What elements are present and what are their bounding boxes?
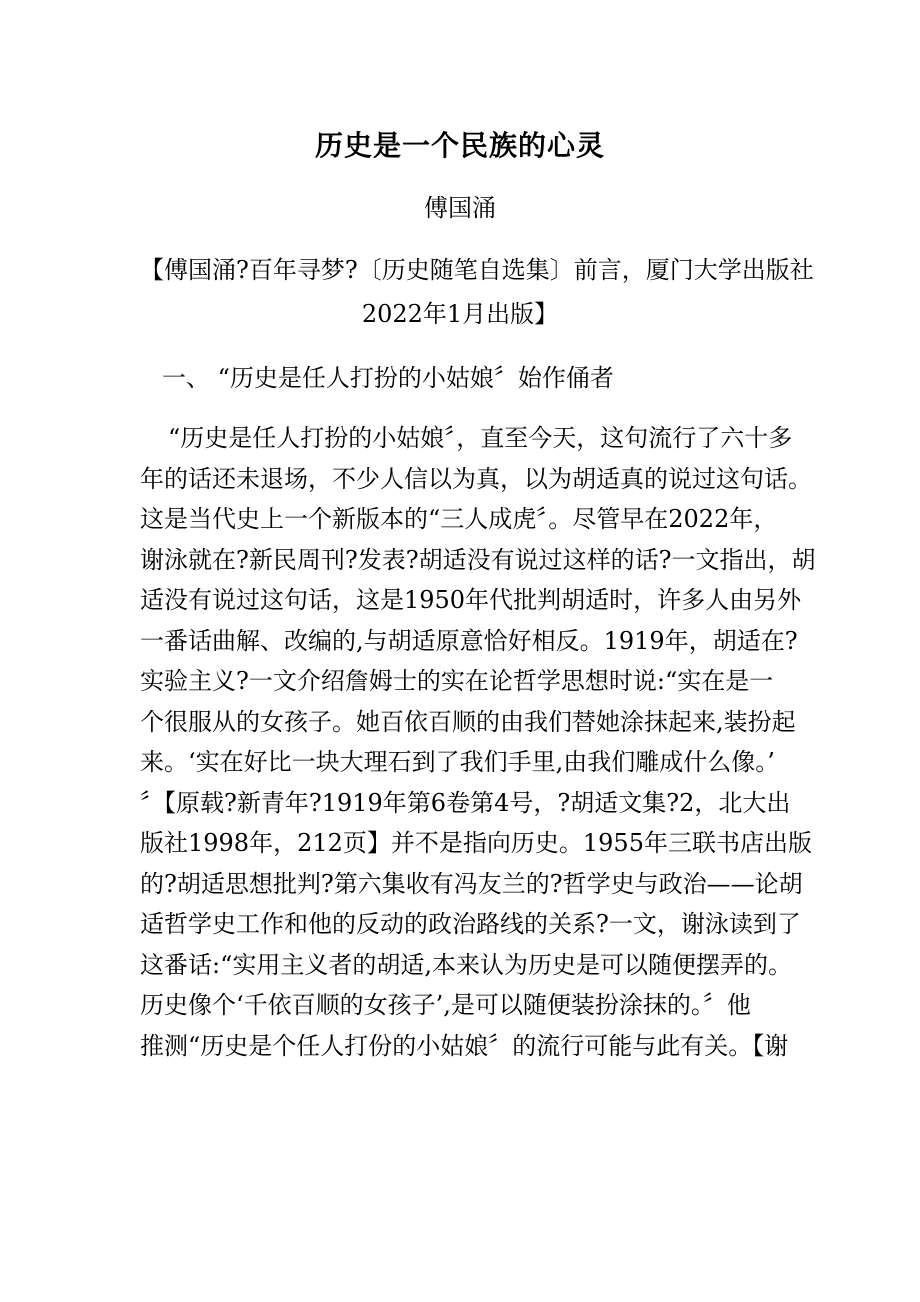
paragraph-line: 个很服从的女孩子。她百依百顺的由我们替她涂抹起来,装扮起 [140, 707, 796, 736]
paragraph-line: 一番话曲解、改编的,与胡适原意恰好相反。1919年，胡适在? [140, 626, 798, 655]
paragraph-line: 这番话:“实用主义者的胡适,本来认为历史是可以随便摆弄的。 [140, 950, 792, 979]
paragraph-line: 推测“历史是个任人打份的小姑娘〞的流行可能与此有关。【谢 [140, 1031, 789, 1060]
paragraph-line: 年的话还未退场，不少人信以为真，以为胡适真的说过这句话。 [140, 464, 812, 493]
paragraph-line: 的?胡适思想批判?第六集收有冯友兰的?哲学史与政治——论胡 [140, 869, 803, 898]
paragraph-line: 适哲学史工作和他的反动的政治路线的关系?一文，谢泳读到了 [140, 910, 801, 938]
section-heading: 一、 “历史是任人打扮的小姑娘〞始作俑者 [162, 364, 614, 392]
paragraph-line: 这是当代史上一个新版本的“三人成虎〞。尽管早在2022年， [140, 505, 778, 533]
paragraph-line: 历史像个‘千依百顺的女孩子’,是可以随便装扮涂抹的。〞他 [140, 991, 751, 1019]
author-name: 傅国涌 [424, 194, 496, 222]
paragraph-line: 版社1998年，212页】并不是指向历史。1955年三联书店出版 [140, 829, 812, 857]
body-paragraph [140, 418, 816, 1066]
paragraph-line: 来。‘实在好比一块大理石到了我们手里,由我们雕成什么像。’ [140, 748, 775, 776]
paragraph-line: 适没有说过这句话，这是1950年代批判胡适时，许多人由另外 [140, 586, 802, 614]
source-note-line: 2022年1月出版】 [361, 300, 559, 328]
paragraph-line: “历史是任人打扮的小姑娘〞，直至今天，这句流行了六十多 [168, 424, 793, 452]
source-note [140, 248, 814, 336]
paragraph-line: 实验主义?一文介绍詹姆士的实在论哲学思想时说:“实在是一 [140, 667, 774, 695]
paragraph-line: 〞【原载?新青年?1919年第6卷第4号，?胡适文集?2，北大出 [140, 788, 791, 817]
document-title: 历史是一个民族的心灵 [314, 129, 605, 162]
source-note-line: 【傅国涌?百年寻梦?〔历史随笔自选集〕前言，厦门大学出版社 [140, 256, 814, 284]
paragraph-line: 谢泳就在?新民周刊?发表?胡适没有说过这样的话?一文指出，胡 [140, 545, 816, 574]
